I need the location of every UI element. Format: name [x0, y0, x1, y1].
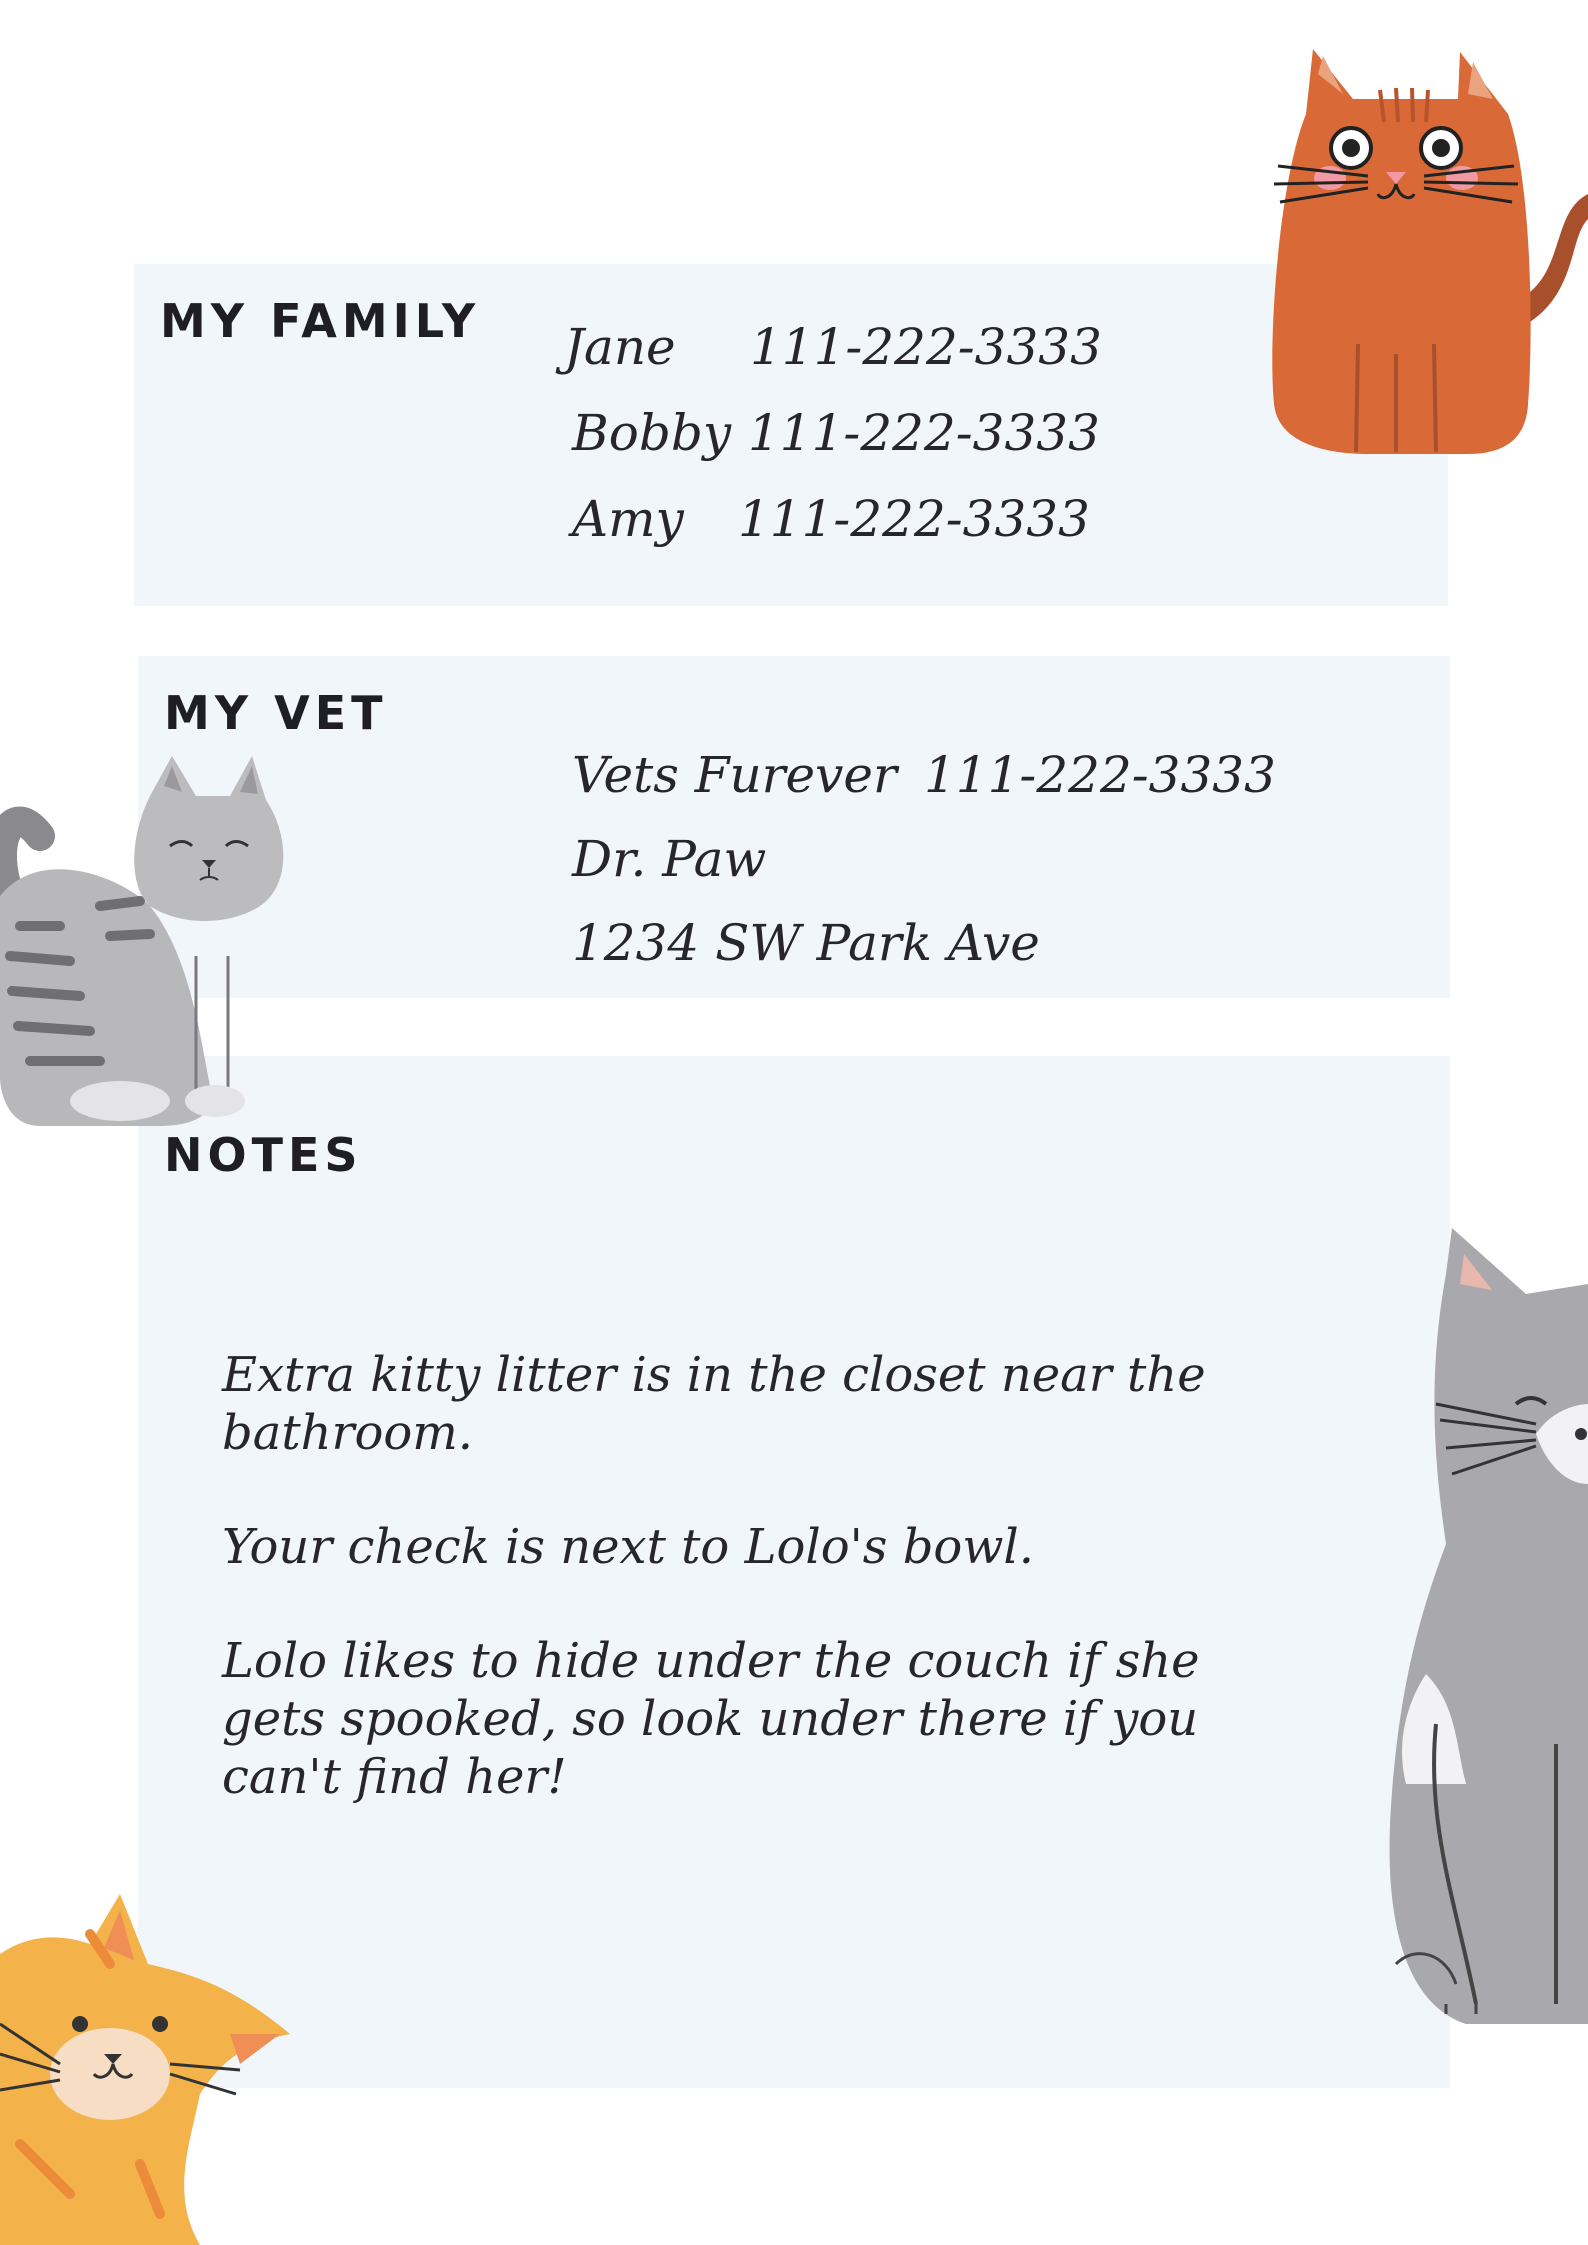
contact-name: Bobby — [572, 404, 732, 462]
note-item: Extra kitty litter is in the closet near the bathroom. — [222, 1347, 1206, 1461]
vet-heading: MY VET — [164, 686, 388, 740]
family-contact-row — [572, 490, 1090, 548]
family-contact-row — [564, 318, 1102, 376]
family-heading: MY FAMILY — [160, 294, 481, 348]
gray-white-cat-illustration — [1386, 1224, 1588, 2024]
contact-name: Jane — [564, 318, 676, 376]
contact-phone: 111-222-3333 — [748, 404, 1100, 462]
vet-clinic-name: Vets Furever — [572, 746, 897, 804]
orange-cat-illustration — [1268, 44, 1588, 464]
vet-address: 1234 SW Park Ave — [572, 914, 1040, 972]
yellow-cat-illustration — [0, 1894, 300, 2245]
note-item: Your check is next to Lolo's bowl. — [222, 1519, 1035, 1575]
vet-clinic-row — [572, 746, 1276, 804]
vet-doctor: Dr. Paw — [572, 830, 767, 888]
vet-phone: 111-222-3333 — [924, 746, 1276, 804]
notes-heading: NOTES — [164, 1128, 363, 1182]
note-item: Lolo likes to hide under the couch if she gets spooked, so look under there if you can't find her! — [222, 1633, 1200, 1805]
gray-tabby-cat-illustration — [0, 756, 300, 1126]
contact-phone: 111-222-3333 — [738, 490, 1090, 548]
contact-name: Amy — [572, 490, 684, 548]
family-contact-row — [572, 404, 1100, 462]
notes-body — [222, 1346, 1282, 1862]
contact-phone: 111-222-3333 — [750, 318, 1102, 376]
